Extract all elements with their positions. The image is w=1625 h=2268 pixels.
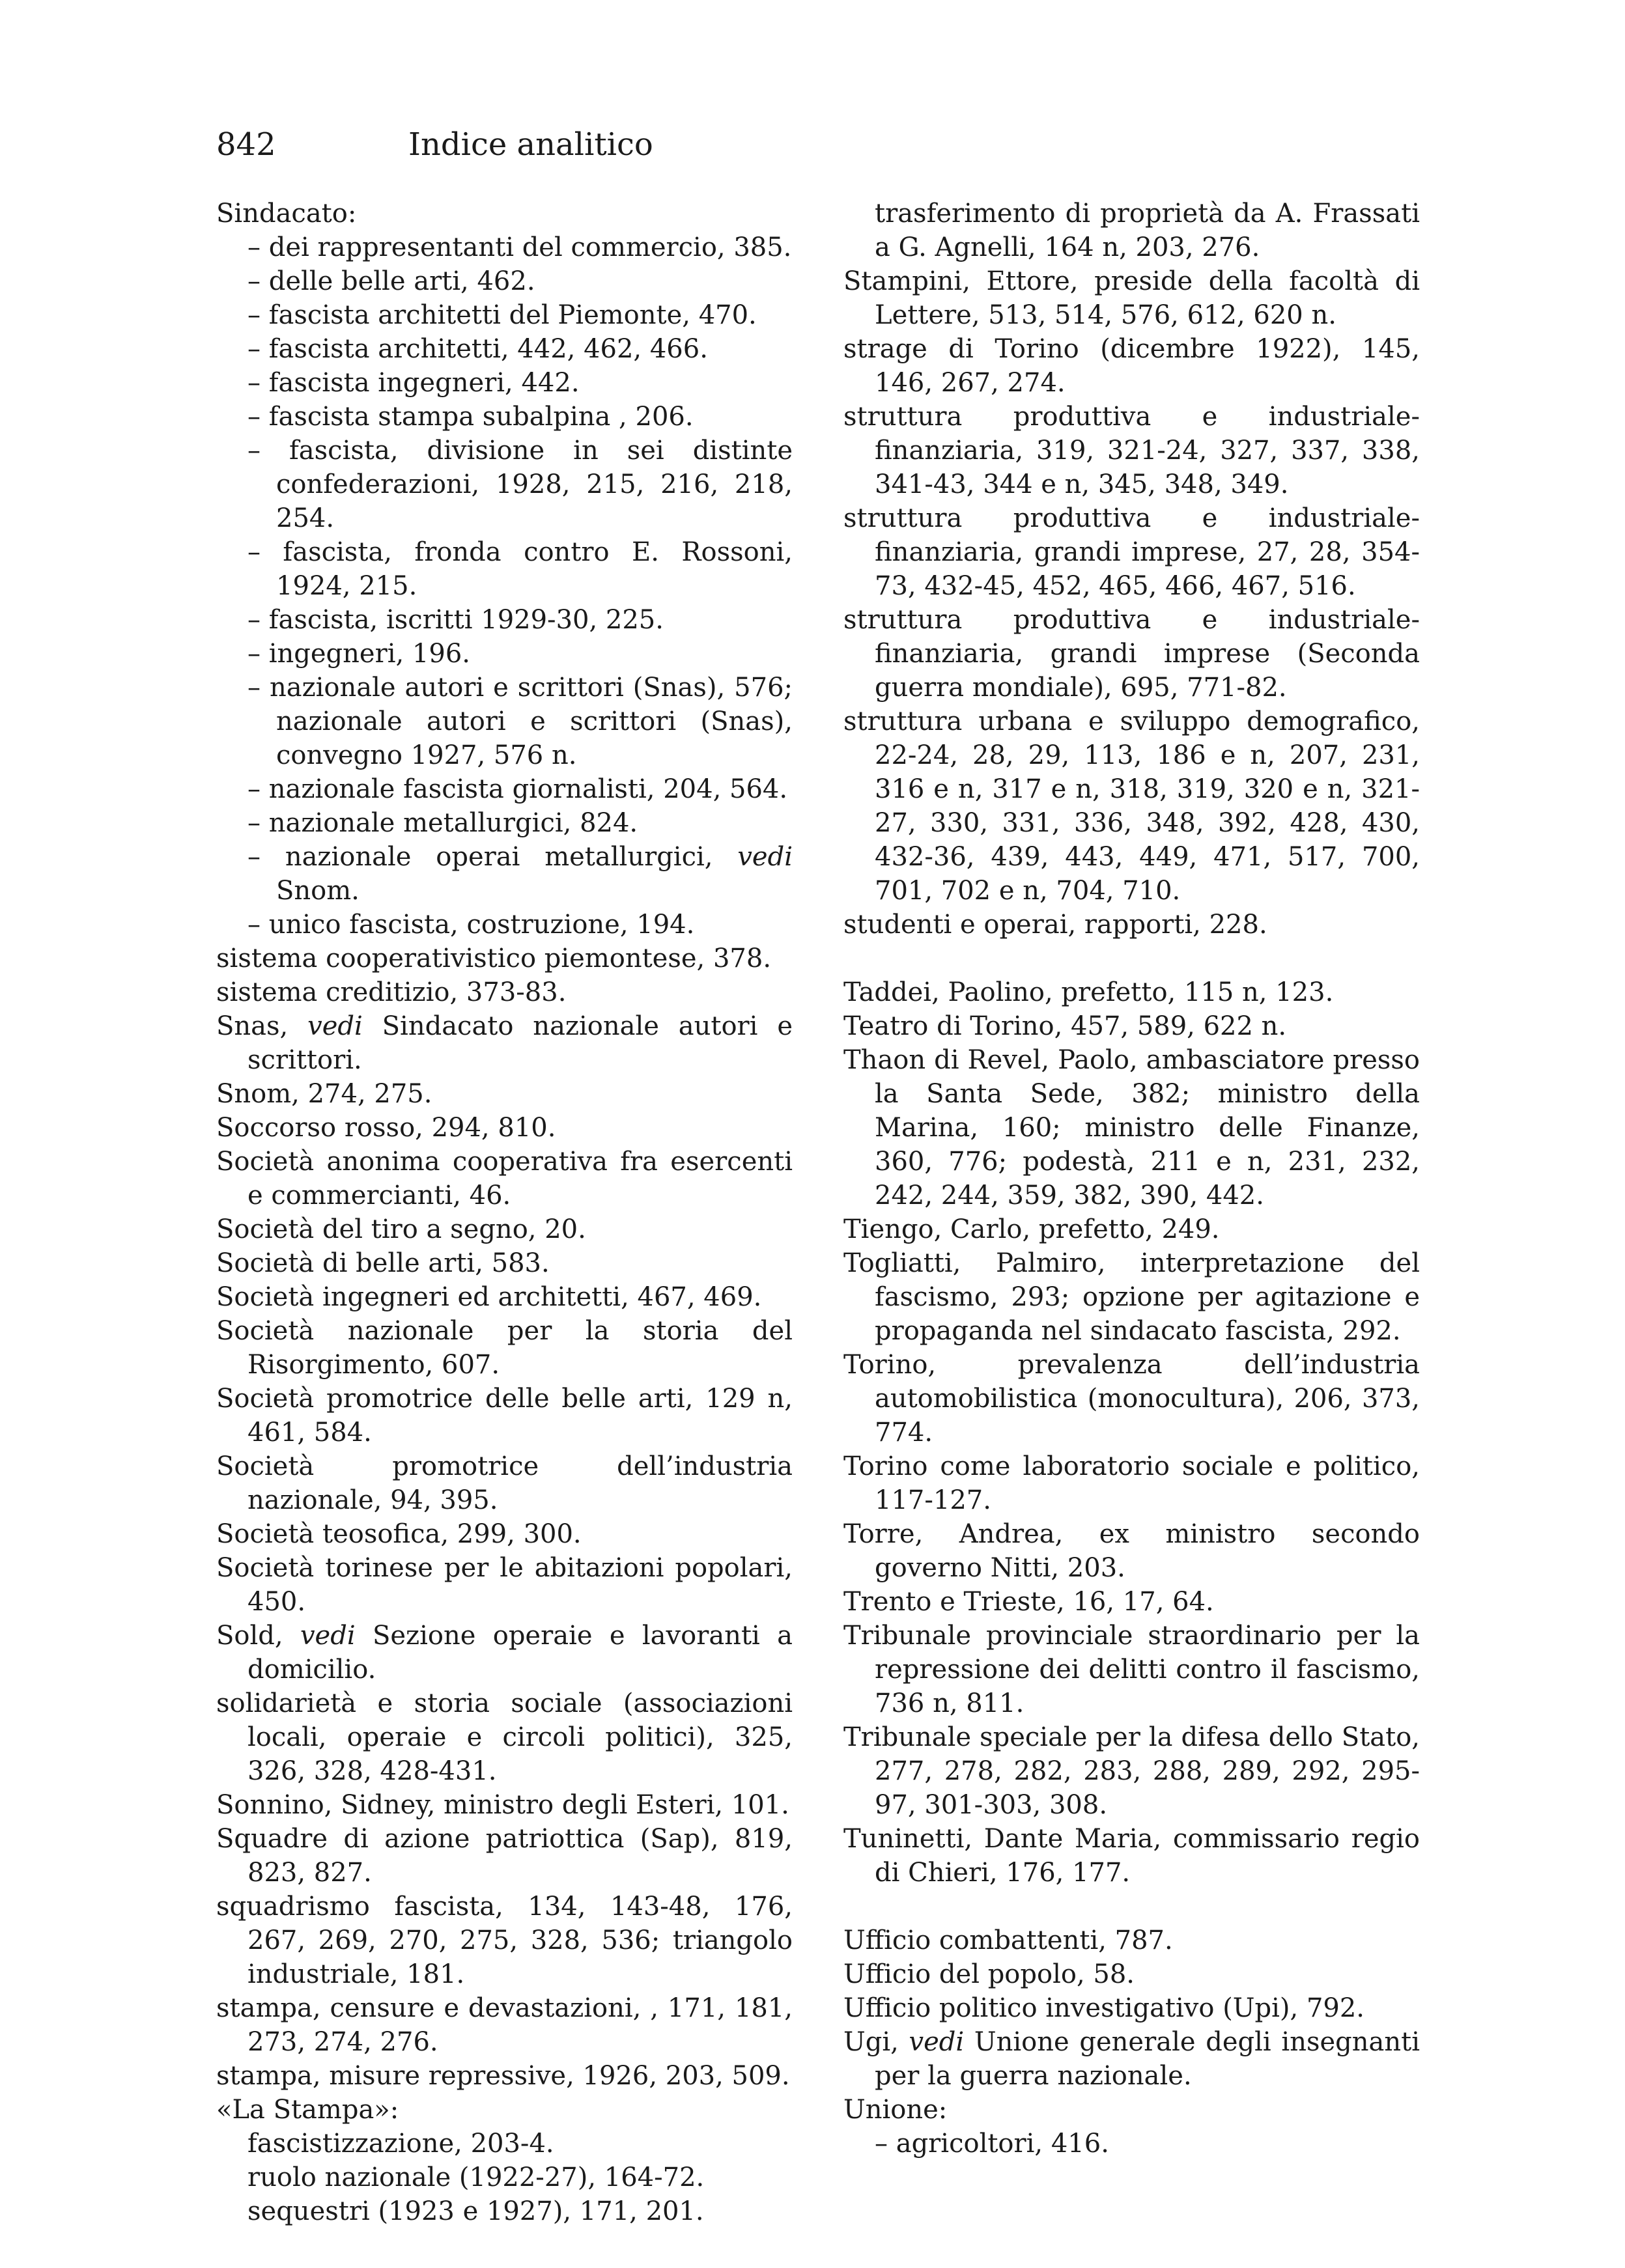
index-entry: Società teosofica, 299, 300.	[216, 1519, 582, 1549]
index-subentry: – dei rappresentanti del commercio, 385.	[247, 232, 792, 262]
index-entry: Società nazionale per la storia del Risorgimento, 607.	[216, 1316, 793, 1380]
index-entry: Taddei, Paolino, prefetto, 115 n, 123.	[843, 977, 1334, 1007]
index-entry: Società ingegneri ed architetti, 467, 469.	[216, 1282, 762, 1312]
index-entry: struttura urbana e sviluppo demografico, 22-24, 28, 29, 113, 186 e n, 207, 231, 316 e n, 317 e n, 318, 319, 320 e n, 321-27, 330, 331, 336, 348, 392, 428, 430, 432-36, 439, 443, 449, 471, 517, 700, 701, 702 e n, 704, 710.	[843, 707, 1420, 906]
index-subentry: – nazionale fascista giornalisti, 204, 564.	[247, 774, 788, 804]
index-entry: Tuninetti, Dante Maria, commissario regio di Chieri, 176, 177.	[843, 1824, 1420, 1888]
index-entry: Ufficio combattenti, 787.	[843, 1925, 1173, 1955]
page-title: Indice analitico	[408, 126, 653, 163]
index-entry: Società del tiro a segno, 20.	[216, 1214, 586, 1244]
page-number: 842	[216, 126, 276, 163]
index-entry: Trento e Trieste, 16, 17, 64.	[843, 1587, 1214, 1617]
index-entry: solidarietà e storia sociale (associazioni locali, operaie e circoli politici), 325, 326, 328, 428-431.	[216, 1688, 793, 1786]
index-entry: Squadre di azione patriottica (Sap), 819, 823, 827.	[216, 1824, 793, 1888]
index-entry: Tiengo, Carlo, prefetto, 249.	[843, 1214, 1220, 1244]
index-entry: Ufficio del popolo, 58.	[843, 1959, 1135, 1989]
index-subentry: – nazionale metallurgici, 824.	[247, 808, 638, 838]
index-subentry: – delle belle arti, 462.	[247, 266, 535, 296]
section-gap	[843, 1890, 1420, 1924]
index-subentry: – fascista architetti del Piemonte, 470.	[247, 300, 757, 330]
running-header	[216, 124, 653, 165]
index-entry: sistema cooperativistico piemontese, 378.	[216, 944, 772, 973]
index-entry: Società promotrice dell’industria nazionale, 94, 395.	[216, 1451, 793, 1515]
index-entry: strage di Torino (dicembre 1922), 145, 146, 267, 274.	[843, 334, 1420, 398]
index-entry: Tribunale provinciale straordinario per la repressione dei delitti contro il fascismo, 736 n, 811.	[843, 1621, 1420, 1718]
section-gap	[843, 942, 1420, 975]
index-entry: Tribunale speciale per la difesa dello Stato, 277, 278, 282, 283, 288, 289, 292, 295-97, 301-303, 308.	[843, 1722, 1420, 1820]
index-entry: Thaon di Revel, Paolo, ambasciatore presso la Santa Sede, 382; ministro della Marina, 160; ministro delle Finanze, 360, 776; podestà, 211 e n, 231, 232, 242, 244, 359, 382, 390, 442.	[843, 1045, 1420, 1211]
index-subentry: – unico fascista, costruzione, 194.	[247, 910, 695, 940]
index-entry: Società di belle arti, 583.	[216, 1248, 550, 1278]
index-entry: «La Stampa»:	[216, 2095, 399, 2125]
index-entry: Società torinese per le abitazioni popolari, 450.	[216, 1553, 793, 1617]
index-entry: Soccorso rosso, 294, 810.	[216, 1113, 556, 1143]
index-entry: struttura produttiva e industriale-finanziaria, grandi imprese, 27, 28, 354-73, 432-45, 452, 465, 466, 467, 516.	[843, 503, 1420, 601]
index-entry: squadrismo fascista, 134, 143-48, 176, 267, 269, 270, 275, 328, 536; triangolo industriale, 181.	[216, 1892, 793, 1989]
index-subentry: – ingegneri, 196.	[247, 639, 470, 669]
index-entry: Snom, 274, 275.	[216, 1079, 432, 1109]
index-entry: Ugi, vedi Unione generale degli insegnanti per la guerra nazionale.	[843, 2027, 1420, 2091]
index-subentry: – fascista stampa subalpina , 206.	[247, 402, 694, 432]
index-entry: Sold, vedi Sezione operaie e lavoranti a domicilio.	[216, 1621, 793, 1685]
index-subentry: – nazionale operai metallurgici, vedi Snom.	[247, 842, 793, 906]
index-entry: Togliatti, Palmiro, interpretazione del fascismo, 293; opzione per agitazione e propaganda nel sindacato fascista, 292.	[843, 1248, 1420, 1346]
index-entry: Ufficio politico investigativo (Upi), 792.	[843, 1993, 1364, 2023]
index-entry: fascistizzazione, 203-4.	[247, 2129, 554, 2159]
index-entry: trasferimento di proprietà da A. Frassati a G. Agnelli, 164 n, 203, 276.	[875, 199, 1420, 262]
index-entry: studenti e operai, rapporti, 228.	[843, 910, 1267, 940]
index-subentry: – fascista, fronda contro E. Rossoni, 1924, 215.	[247, 537, 793, 601]
index-entry: struttura produttiva e industriale-finanziaria, 319, 321-24, 327, 337, 338, 341-43, 344 e n, 345, 348, 349.	[843, 402, 1420, 499]
index-entry: sistema creditizio, 373-83.	[216, 977, 567, 1007]
index-entry: Società anonima cooperativa fra esercenti e commercianti, 46.	[216, 1147, 793, 1211]
index-entry: Stampini, Ettore, preside della facoltà di Lettere, 513, 514, 576, 612, 620 n.	[843, 266, 1420, 330]
index-entry: Torre, Andrea, ex ministro secondo governo Nitti, 203.	[843, 1519, 1420, 1583]
index-entry: stampa, censure e devastazioni, , 171, 181, 273, 274, 276.	[216, 1993, 793, 2057]
index-entry: Snas, vedi Sindacato nazionale autori e scrittori.	[216, 1011, 793, 1075]
index-entry: Unione:	[843, 2095, 948, 2125]
index-subentry: – fascista ingegneri, 442.	[247, 368, 580, 398]
index-entry: Sonnino, Sidney, ministro degli Esteri, 101.	[216, 1790, 789, 1820]
index-subentry: – fascista, divisione in sei distinte confederazioni, 1928, 215, 216, 218, 254.	[247, 436, 793, 533]
index-entry: Torino come laboratorio sociale e politico, 117-127.	[843, 1451, 1420, 1515]
index-entry: Sindacato:	[216, 199, 357, 229]
index-subentry: – fascista, iscritti 1929-30, 225.	[247, 605, 664, 635]
index-subentry: – agricoltori, 416.	[875, 2129, 1109, 2159]
index-entry: Teatro di Torino, 457, 589, 622 n.	[843, 1011, 1287, 1041]
index-entry: struttura produttiva e industriale-finanziaria, grandi imprese (Seconda guerra mondiale), 695, 771-82.	[843, 605, 1420, 703]
index-entry: ruolo nazionale (1922-27), 164-72.	[247, 2163, 705, 2192]
index-entry: sequestri (1923 e 1927), 171, 201.	[247, 2196, 704, 2226]
index-column-left	[216, 197, 793, 2228]
index-column-right	[843, 197, 1420, 2161]
index-entry: Società promotrice delle belle arti, 129 n, 461, 584.	[216, 1384, 793, 1448]
index-entry: Torino, prevalenza dell’industria automobilistica (monocultura), 206, 373, 774.	[843, 1350, 1420, 1448]
index-entry: stampa, misure repressive, 1926, 203, 509.	[216, 2061, 790, 2091]
index-subentry: – fascista architetti, 442, 462, 466.	[247, 334, 708, 364]
index-subentry: – nazionale autori e scrittori (Snas), 576; nazionale autori e scrittori (Snas), convegno 1927, 576 n.	[247, 673, 793, 770]
